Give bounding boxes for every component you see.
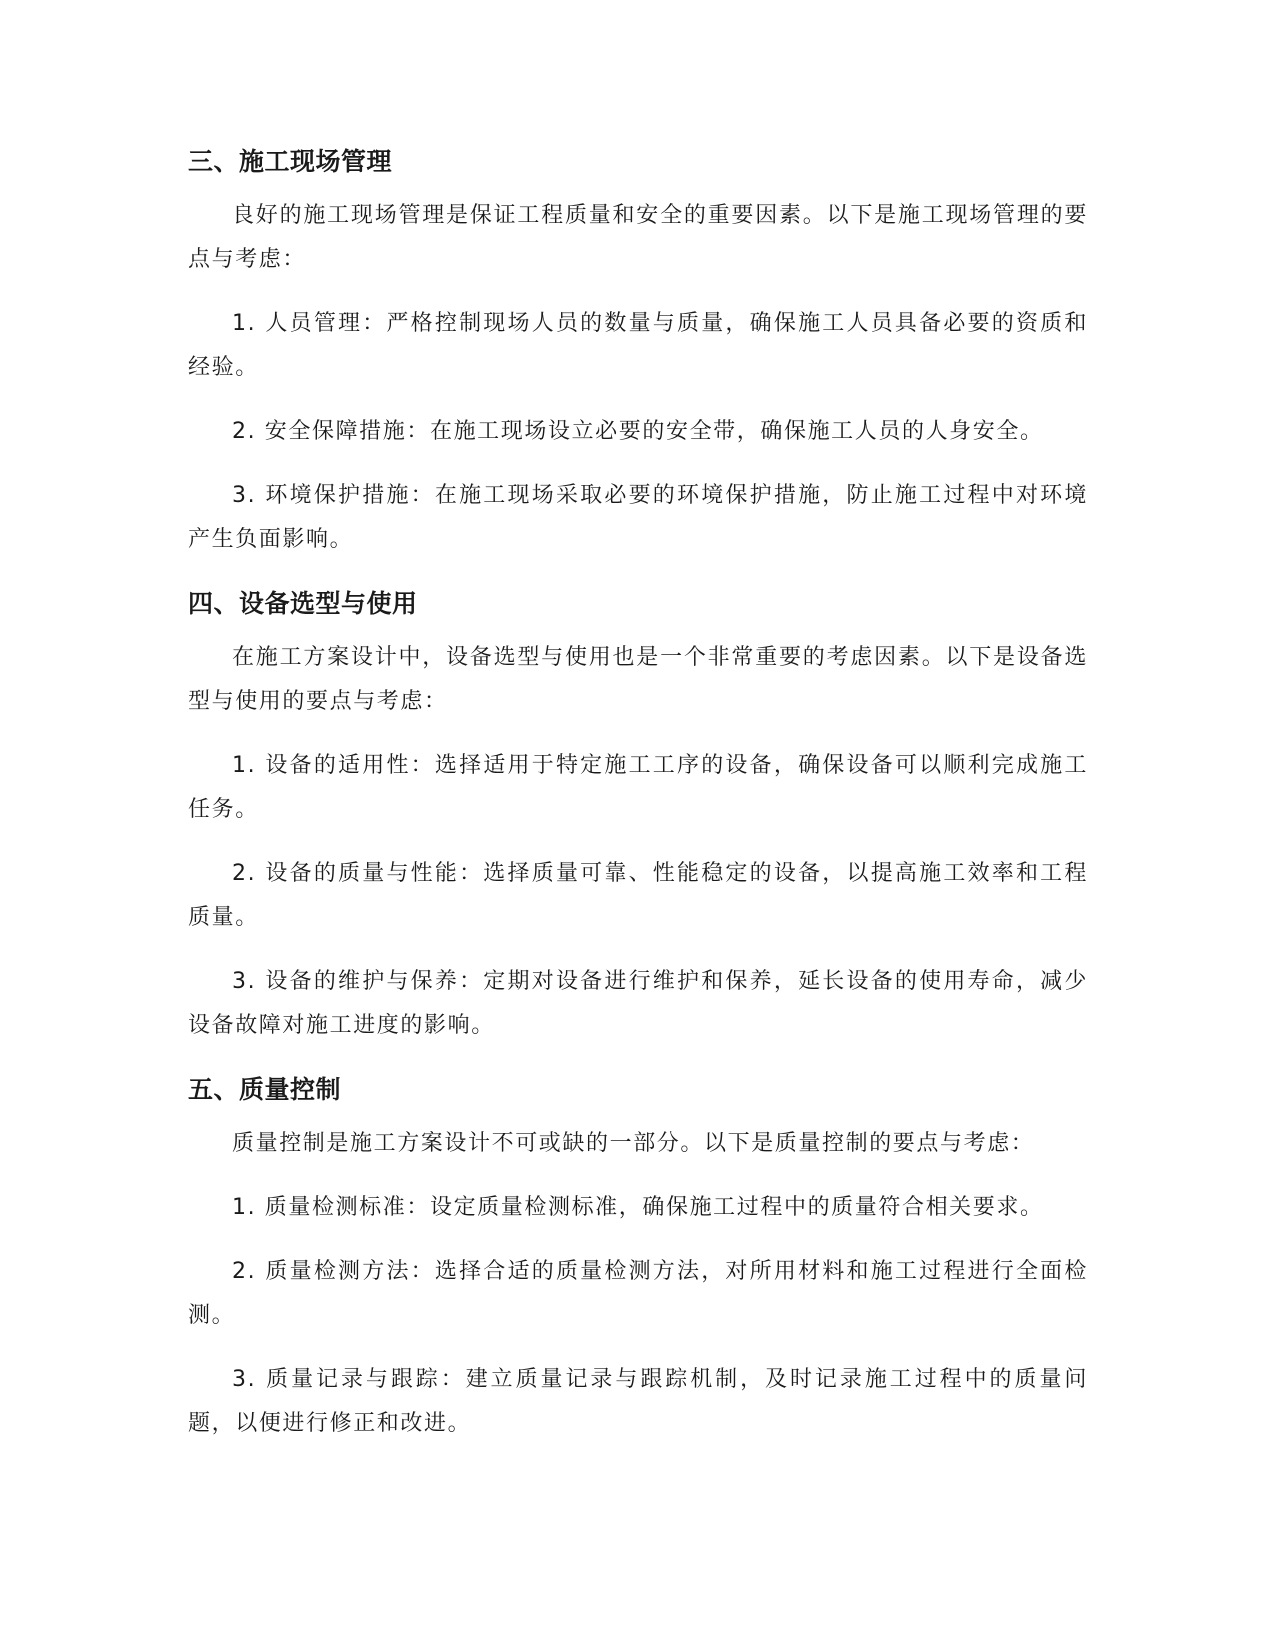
list-item-paragraph: 2. 质量检测方法：选择合适的质量检测方法，对所用材料和施工过程进行全面检测。	[188, 1259, 1088, 1328]
list-item-paragraph: 3. 质量记录与跟踪：建立质量记录与跟踪机制，及时记录施工过程中的质量问题，以便进行修正和改进。	[188, 1367, 1088, 1436]
section-heading: 三、施工现场管理	[188, 147, 393, 176]
list-item-paragraph: 2. 安全保障措施：在施工现场设立必要的安全带，确保施工人员的人身安全。	[232, 419, 1044, 444]
document-body	[188, 140, 1088, 1466]
section-equipment	[188, 582, 1088, 1048]
list-item-paragraph: 1. 质量检测标准：设定质量检测标准，确保施工过程中的质量符合相关要求。	[232, 1195, 1044, 1220]
section-intro-paragraph: 质量控制是施工方案设计不可或缺的一部分。以下是质量控制的要点与考虑：	[232, 1131, 1035, 1156]
section-quality-control	[188, 1068, 1088, 1446]
section-heading: 四、设备选型与使用	[188, 589, 418, 618]
list-item-paragraph: 1. 人员管理：严格控制现场人员的数量与质量，确保施工人员具备必要的资质和经验。	[188, 311, 1088, 380]
list-item-paragraph: 2. 设备的质量与性能：选择质量可靠、性能稳定的设备，以提高施工效率和工程质量。	[188, 861, 1088, 930]
list-item-paragraph: 3. 设备的维护与保养：定期对设备进行维护和保养，延长设备的使用寿命，减少设备故障对施工进度的影响。	[188, 969, 1088, 1038]
list-item-paragraph: 3. 环境保护措施：在施工现场采取必要的环境保护措施，防止施工过程中对环境产生负面影响。	[188, 483, 1088, 552]
section-intro-paragraph: 良好的施工现场管理是保证工程质量和安全的重要因素。以下是施工现场管理的要点与考虑：	[188, 203, 1088, 272]
list-item-paragraph: 1. 设备的适用性：选择适用于特定施工工序的设备，确保设备可以顺利完成施工任务。	[188, 753, 1088, 822]
section-heading: 五、质量控制	[188, 1075, 342, 1104]
section-site-management	[188, 140, 1088, 562]
section-intro-paragraph: 在施工方案设计中，设备选型与使用也是一个非常重要的考虑因素。以下是设备选型与使用的要点与考虑：	[188, 645, 1088, 714]
